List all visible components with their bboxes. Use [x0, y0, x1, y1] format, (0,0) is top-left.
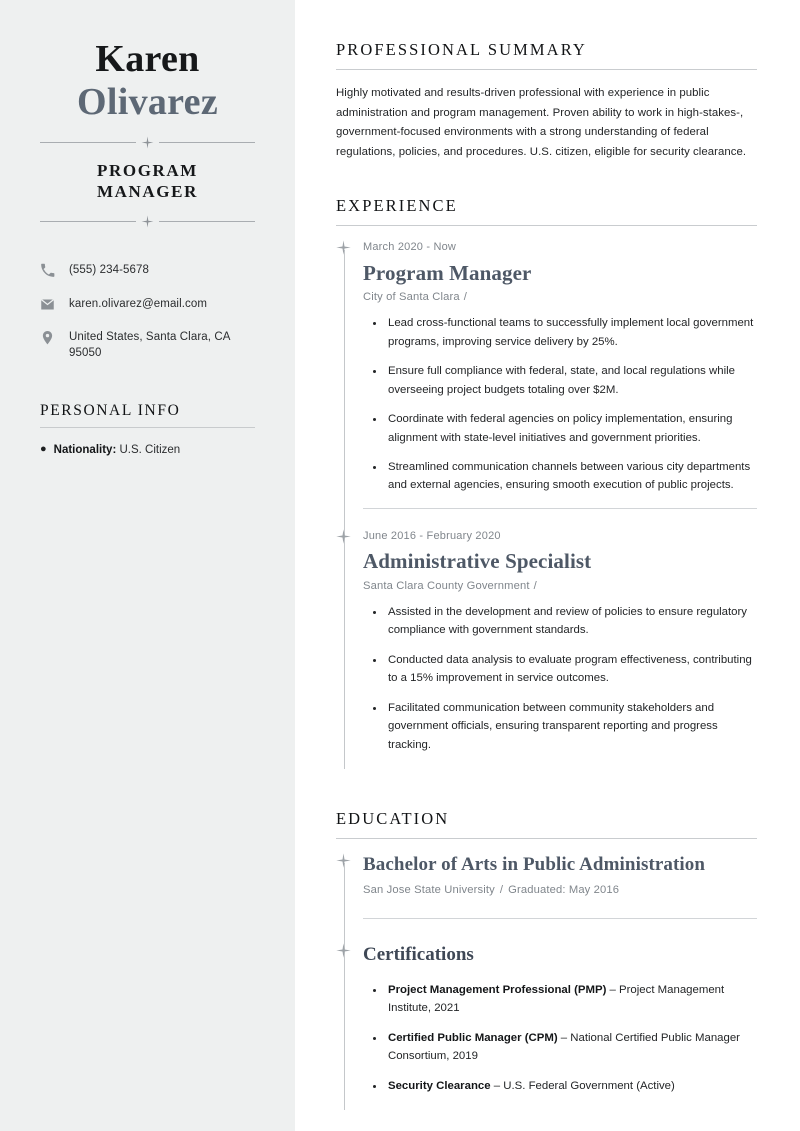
sparkle-icon: [141, 215, 154, 228]
experience-heading: EXPERIENCE: [336, 196, 458, 216]
separator: /: [463, 291, 468, 304]
sparkle-icon: [336, 943, 351, 958]
certifications-entry: [363, 943, 757, 1110]
sparkle-icon: [336, 529, 351, 544]
email-icon: [40, 296, 57, 312]
organization-name: Santa Clara County Government: [363, 579, 530, 592]
separator: /: [533, 579, 537, 592]
list-item: [385, 981, 757, 1018]
sparkle-icon: [336, 853, 351, 868]
summary-text: Highly motivated and results-driven professional with experience in public administration and program management. Proven ability to work in high-stakes-, government-focused environments with a strong understanding of federal regulations, policies, and procedures. U.S. citizen, eligible for security clearance.: [336, 87, 747, 158]
list-item: • Conducted data analysis to evaluate program effectiveness, contributing to a 15% improvement in service outcomes.: [385, 651, 757, 688]
job-title: [40, 160, 255, 202]
experience-organization: [363, 291, 757, 303]
certification-detail: – U.S. Federal Government (Active): [493, 1079, 675, 1092]
education-heading-rule: [336, 838, 757, 839]
job-title-line-1: PROGRAM: [97, 161, 198, 181]
sparkle-icon: [336, 240, 351, 255]
certification-detail: – National Certified Public Manager Consortium, 2019: [388, 1031, 740, 1063]
personal-info-label: Nationality:: [53, 443, 117, 456]
experience-timeline: [336, 240, 757, 769]
education-heading: EDUCATION: [336, 808, 450, 828]
experience-organization: [363, 580, 757, 592]
education-timeline: [336, 853, 757, 1110]
certification-name: Security Clearance: [388, 1079, 491, 1092]
job-title-line-2: MANAGER: [97, 182, 198, 202]
personal-info-rule: [40, 427, 255, 428]
experience-date: June 2016 - February 2020: [363, 529, 501, 542]
email-value: karen.olivarez@email.com: [69, 297, 208, 310]
experience-entry: [363, 240, 757, 529]
certification-name: Certified Public Manager (CPM): [388, 1031, 558, 1044]
personal-info-heading: PERSONAL INFO: [40, 401, 181, 419]
list-item: • Assisted in the development and review of policies to ensure regulatory compliance with government standards.: [385, 603, 757, 640]
divider-line-left: [40, 142, 136, 143]
last-name: Olivarez: [77, 80, 218, 123]
ornament-divider-top: [40, 136, 255, 149]
section-professional-summary: [336, 40, 757, 162]
list-item: [385, 1029, 757, 1066]
contact-list: [40, 262, 255, 361]
location-icon: [40, 329, 57, 345]
experience-heading-rule: [336, 225, 757, 226]
bullet-icon: ●: [40, 442, 47, 455]
separator: /: [499, 883, 504, 896]
degree-title: Bachelor of Arts in Public Administration: [363, 853, 706, 875]
name-block: [40, 0, 255, 123]
summary-heading: PROFESSIONAL SUMMARY: [336, 40, 587, 59]
summary-heading-rule: [336, 69, 757, 70]
ornament-divider-bottom: [40, 215, 255, 228]
entry-divider: [363, 508, 757, 509]
sidebar: [0, 0, 295, 1131]
experience-title: Program Manager: [363, 260, 532, 285]
organization-name: City of Santa Clara: [363, 291, 460, 304]
main-content: [295, 0, 800, 1131]
certification-detail: – Project Management Institute, 2021: [388, 983, 725, 1015]
list-item: [385, 1077, 757, 1095]
experience-title: Administrative Specialist: [363, 549, 592, 574]
sparkle-icon: [141, 136, 154, 149]
first-name: Karen: [95, 38, 200, 80]
section-experience: [336, 196, 757, 769]
experience-bullets: [363, 603, 757, 754]
degree-details: [363, 884, 757, 896]
phone-icon: [40, 262, 57, 278]
entry-divider: [363, 918, 757, 919]
location-value: United States, Santa Clara, CA 95050: [69, 330, 230, 360]
education-entry: [363, 853, 757, 943]
list-item: • Ensure full compliance with federal, state, and local regulations while overseeing project budgets totaling over $2M.: [385, 362, 757, 399]
list-item: [40, 442, 255, 459]
list-item: • Lead cross-functional teams to successfully implement local government programs, improving service delivery by 25%.: [385, 314, 757, 351]
divider-line-right: [159, 142, 255, 143]
personal-info-text: [54, 442, 181, 459]
personal-info-value: U.S. Citizen: [119, 443, 181, 456]
contact-phone[interactable]: [40, 262, 255, 278]
contact-email[interactable]: [40, 296, 255, 312]
phone-value: (555) 234-5678: [69, 264, 150, 277]
section-education: [336, 809, 757, 1110]
divider-line-right: [159, 221, 255, 222]
certification-name: Project Management Professional (PMP): [388, 983, 607, 996]
experience-bullets: [363, 314, 757, 495]
graduation-date: Graduated: May 2016: [508, 883, 620, 896]
certifications-list: [363, 981, 757, 1095]
list-item: • Facilitated communication between community stakeholders and government officials, ensuring transparent reporting and progress tracking.: [385, 699, 757, 754]
list-item: • Streamlined communication channels between various city departments and external agencies, ensuring smooth execution of public projects.: [385, 458, 757, 495]
school-name: San Jose State University: [363, 883, 495, 896]
personal-info-section: [40, 402, 255, 459]
divider-line-left: [40, 221, 136, 222]
contact-location[interactable]: [40, 329, 255, 362]
list-item: • Coordinate with federal agencies on policy implementation, ensuring alignment with state-level initiatives and government priorities.: [385, 410, 757, 447]
spacer: [336, 769, 757, 809]
experience-date: March 2020 - Now: [363, 241, 457, 254]
spacer: [336, 162, 757, 196]
certifications-title: Certifications: [363, 943, 474, 965]
experience-entry: [363, 529, 757, 769]
